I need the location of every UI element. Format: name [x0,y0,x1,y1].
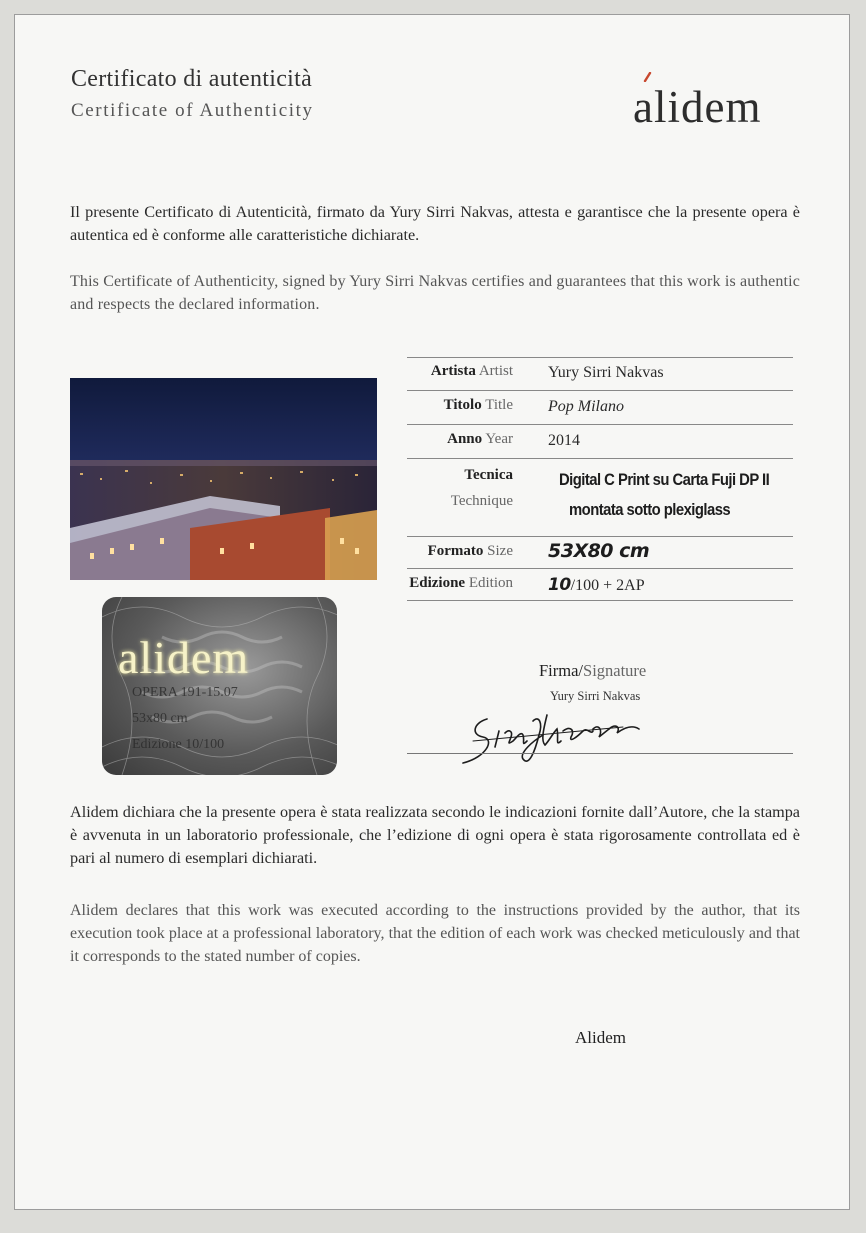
certificate-title-english: Certificate of Authenticity [71,100,314,121]
year-label-it: Anno [447,431,483,447]
declaration-english: Alidem declares that this work was executed according to the instructions provided by the author, that its execution took place at a professional laboratory, that the edition of each work was checked meticulously and that it corresponds to the stated number of copies. [70,902,800,965]
edition-value [548,575,645,595]
signature-name: Yury Sirri Nakvas [550,689,641,703]
artist-value: Yury Sirri Nakvas [548,364,664,381]
closing-signoff: Alidem [575,1028,626,1047]
edition-total: /100 + 2AP [570,577,645,594]
hologram-line-2: 53x80 cm [132,711,188,726]
edition-label [409,575,513,592]
edition-label-it: Edizione [409,575,466,591]
table-rule [407,390,793,391]
artist-label [431,363,513,380]
edition-label-en: Edition [468,575,513,591]
intro-italian: Il presente Certificato di Autenticità, firmato da Yury Sirri Nakvas, attesta e garantisce che la presente opera è autentica ed è conforme alle caratteristiche dichiarate. [70,203,800,244]
table-rule [407,458,793,459]
size-value: 53X80 cm [548,540,650,562]
year-value: 2014 [548,432,580,449]
size-label [428,543,513,560]
signature-line [407,753,793,754]
signature-label: Firma/Signature [539,661,647,680]
table-rule [407,424,793,425]
technique-label-en [451,493,513,510]
size-label-it: Formato [427,543,484,559]
certificate-sheet [14,14,850,1210]
technique-value-line-1: Digital C Print su Carta Fuji DP II [559,471,770,489]
artwork-photo [70,378,377,580]
year-label [447,431,513,448]
artist-label-it: Artista [430,363,476,379]
signature-label-en: Signature [583,661,647,680]
declaration-italian: Alidem dichiara che la presente opera è stata realizzata secondo le indicazioni fornite dall’Autore, che la stampa è avvenuta in un laboratorio professionale, che l’edizione di ogni opera è stata rigorosamente controllata ed è pari al numero di esemplari dichiarati. [70,803,800,867]
title-label [444,397,513,414]
table-rule [407,536,793,537]
signature-label-it: Firma [539,661,579,680]
handwritten-signature [443,701,653,771]
technique-label-en-text: Technique [450,493,513,509]
hologram-line-3: Edizione 10/100 [132,737,225,752]
table-rule [407,357,793,358]
size-label-en: Size [487,543,513,559]
hologram-line-1: OPERA 191-15.07 [132,685,238,700]
hologram-sticker [102,597,337,775]
artist-label-en: Artist [478,363,513,379]
title-label-it: Titolo [443,397,482,413]
certificate-title-italian: Certificato di autenticità [71,66,313,92]
table-rule [407,600,793,601]
technique-value-line-2: montata sotto plexiglass [569,501,731,519]
technique-label-it: Tecnica [464,467,513,483]
intro-english: This Certificate of Authenticity, signed by Yury Sirri Nakvas certifies and guarantees that this work is authentic and respects the declared information. [70,273,800,313]
table-rule [407,568,793,569]
title-label-en: Title [485,397,513,413]
year-label-en: Year [485,431,513,447]
edition-number-handwritten: 10 [548,575,571,595]
title-value: Pop Milano [548,398,624,415]
alidem-logo: alidem [633,82,762,132]
hologram-logo: alidem [118,632,250,683]
